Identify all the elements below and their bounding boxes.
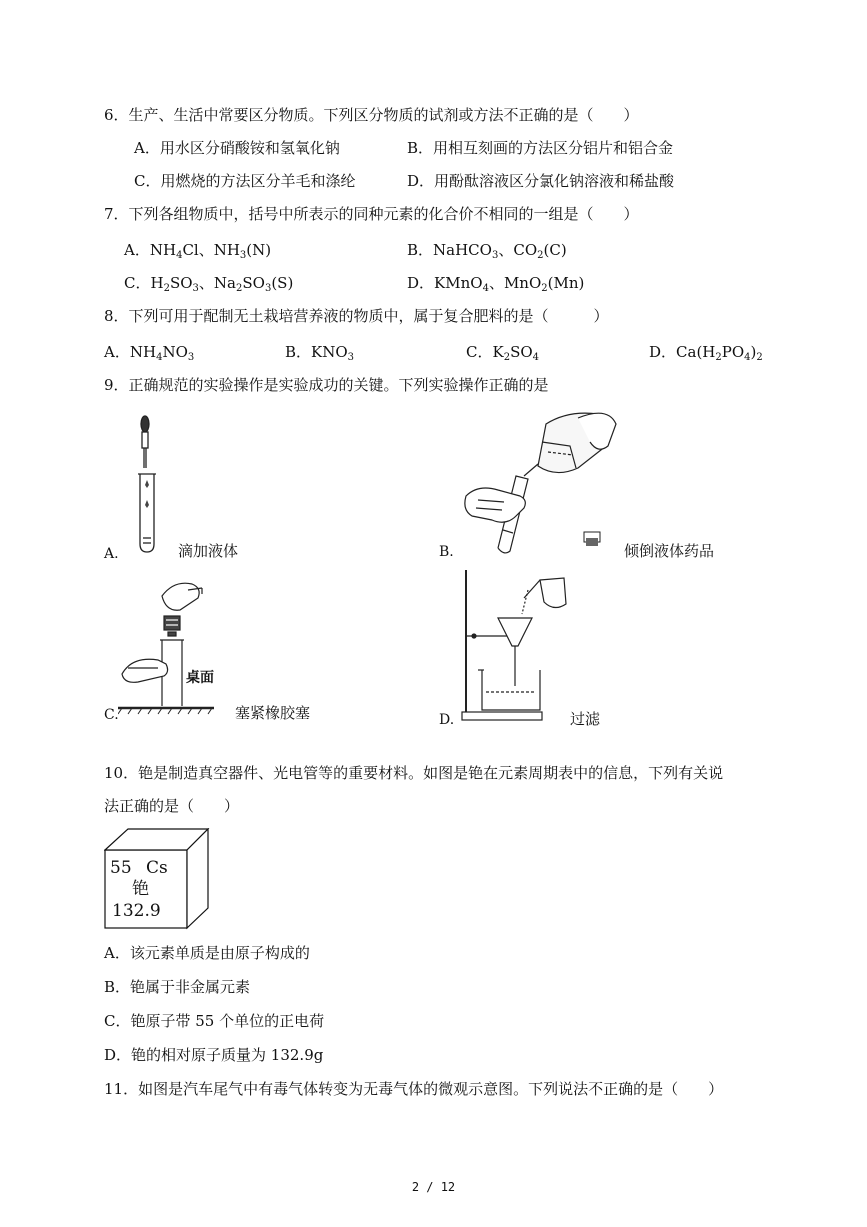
element-atomic-mass: 132.9 bbox=[112, 901, 161, 921]
element-atomic-number: 55 bbox=[110, 858, 132, 878]
q6-option-c: C．用燃烧的方法区分羊毛和涤纶 bbox=[134, 172, 356, 190]
q7-option-b: B．NaHCO$_3$、$CO_2(C)$ bbox=[407, 241, 567, 261]
desk-label: 桌面 bbox=[186, 670, 214, 686]
q10-option-c: C．铯原子带 55 个单位的正电荷 bbox=[104, 1012, 325, 1030]
pouring-liquid-illustration bbox=[458, 406, 628, 556]
q9-option-c-letter: C. bbox=[104, 707, 119, 723]
q8-option-d: D．$Ca(H_2PO_4)_2$ bbox=[649, 343, 763, 363]
q8-stem: 8．下列可用于配制无土栽培营养液的物质中，属于复合肥料的是（ ） bbox=[104, 307, 609, 325]
q8-option-b: B．$KNO_3$ bbox=[285, 343, 355, 363]
q9-option-d-letter: D. bbox=[439, 712, 455, 728]
q9-stem: 9．正确规范的实验操作是实验成功的关键。下列实验操作正确的是 bbox=[104, 376, 549, 394]
q8-option-a: A．$NH_4NO_3$ bbox=[104, 343, 195, 363]
q6-option-b: B．用相互刻画的方法区分铝片和铝合金 bbox=[407, 139, 674, 157]
q6-option-d: D．用酚酞溶液区分氯化钠溶液和稀盐酸 bbox=[407, 172, 675, 190]
q7-option-d: D．KMnO$_4$、MnO$_2$(Mn) bbox=[407, 274, 585, 294]
q8-option-c: C．$K_2SO_4$ bbox=[466, 343, 540, 363]
q9-option-a-letter: A. bbox=[104, 546, 119, 562]
rubber-stopper-illustration bbox=[118, 572, 228, 720]
q9-option-c-caption: 塞紧橡胶塞 bbox=[235, 704, 311, 722]
q7-option-a: A．$NH_4Cl$、$NH_3(N)$ bbox=[124, 241, 272, 261]
q6-stem: 6．生产、生活中常要区分物质。下列区分物质的试剂或方法不正确的是（ ） bbox=[104, 106, 639, 124]
q7-option-c: C．$H_2SO_3$、$Na_2SO_3(S)$ bbox=[124, 274, 294, 294]
q9-option-b-letter: B. bbox=[439, 544, 454, 560]
dropper-test-tube-illustration bbox=[126, 412, 176, 557]
element-cell-cesium bbox=[104, 828, 210, 930]
element-symbol: Cs bbox=[146, 858, 168, 878]
q9-option-b-caption: 倾倒液体药品 bbox=[624, 542, 715, 560]
q10-option-a: A．该元素单质是由原子构成的 bbox=[104, 944, 310, 962]
q6-option-a: A．用水区分硝酸铵和氢氧化钠 bbox=[134, 139, 340, 157]
q10-stem-line1: 10．铯是制造真空器件、光电管等的重要材料。如图是铯在元素周期表中的信息，下列有关说 bbox=[104, 764, 724, 782]
q10-option-d: D．铯的相对原子质量为 132.9g bbox=[104, 1046, 324, 1064]
page-number: 2 / 12 bbox=[411, 1180, 456, 1194]
q11-stem: 11．如图是汽车尾气中有毒气体转变为无毒气体的微观示意图。下列说法不正确的是（ ） bbox=[104, 1080, 724, 1098]
q10-option-b: B．铯属于非金属元素 bbox=[104, 978, 251, 996]
element-name: 铯 bbox=[132, 879, 149, 899]
q9-option-a-caption: 滴加液体 bbox=[178, 542, 239, 560]
q10-stem-line2: 法正确的是（ ） bbox=[104, 797, 240, 815]
q9-option-d-caption: 过滤 bbox=[570, 710, 601, 728]
q7-stem: 7．下列各组物质中，括号中所表示的同种元素的化合价不相同的一组是（ ） bbox=[104, 205, 639, 223]
filtration-illustration bbox=[458, 568, 574, 724]
